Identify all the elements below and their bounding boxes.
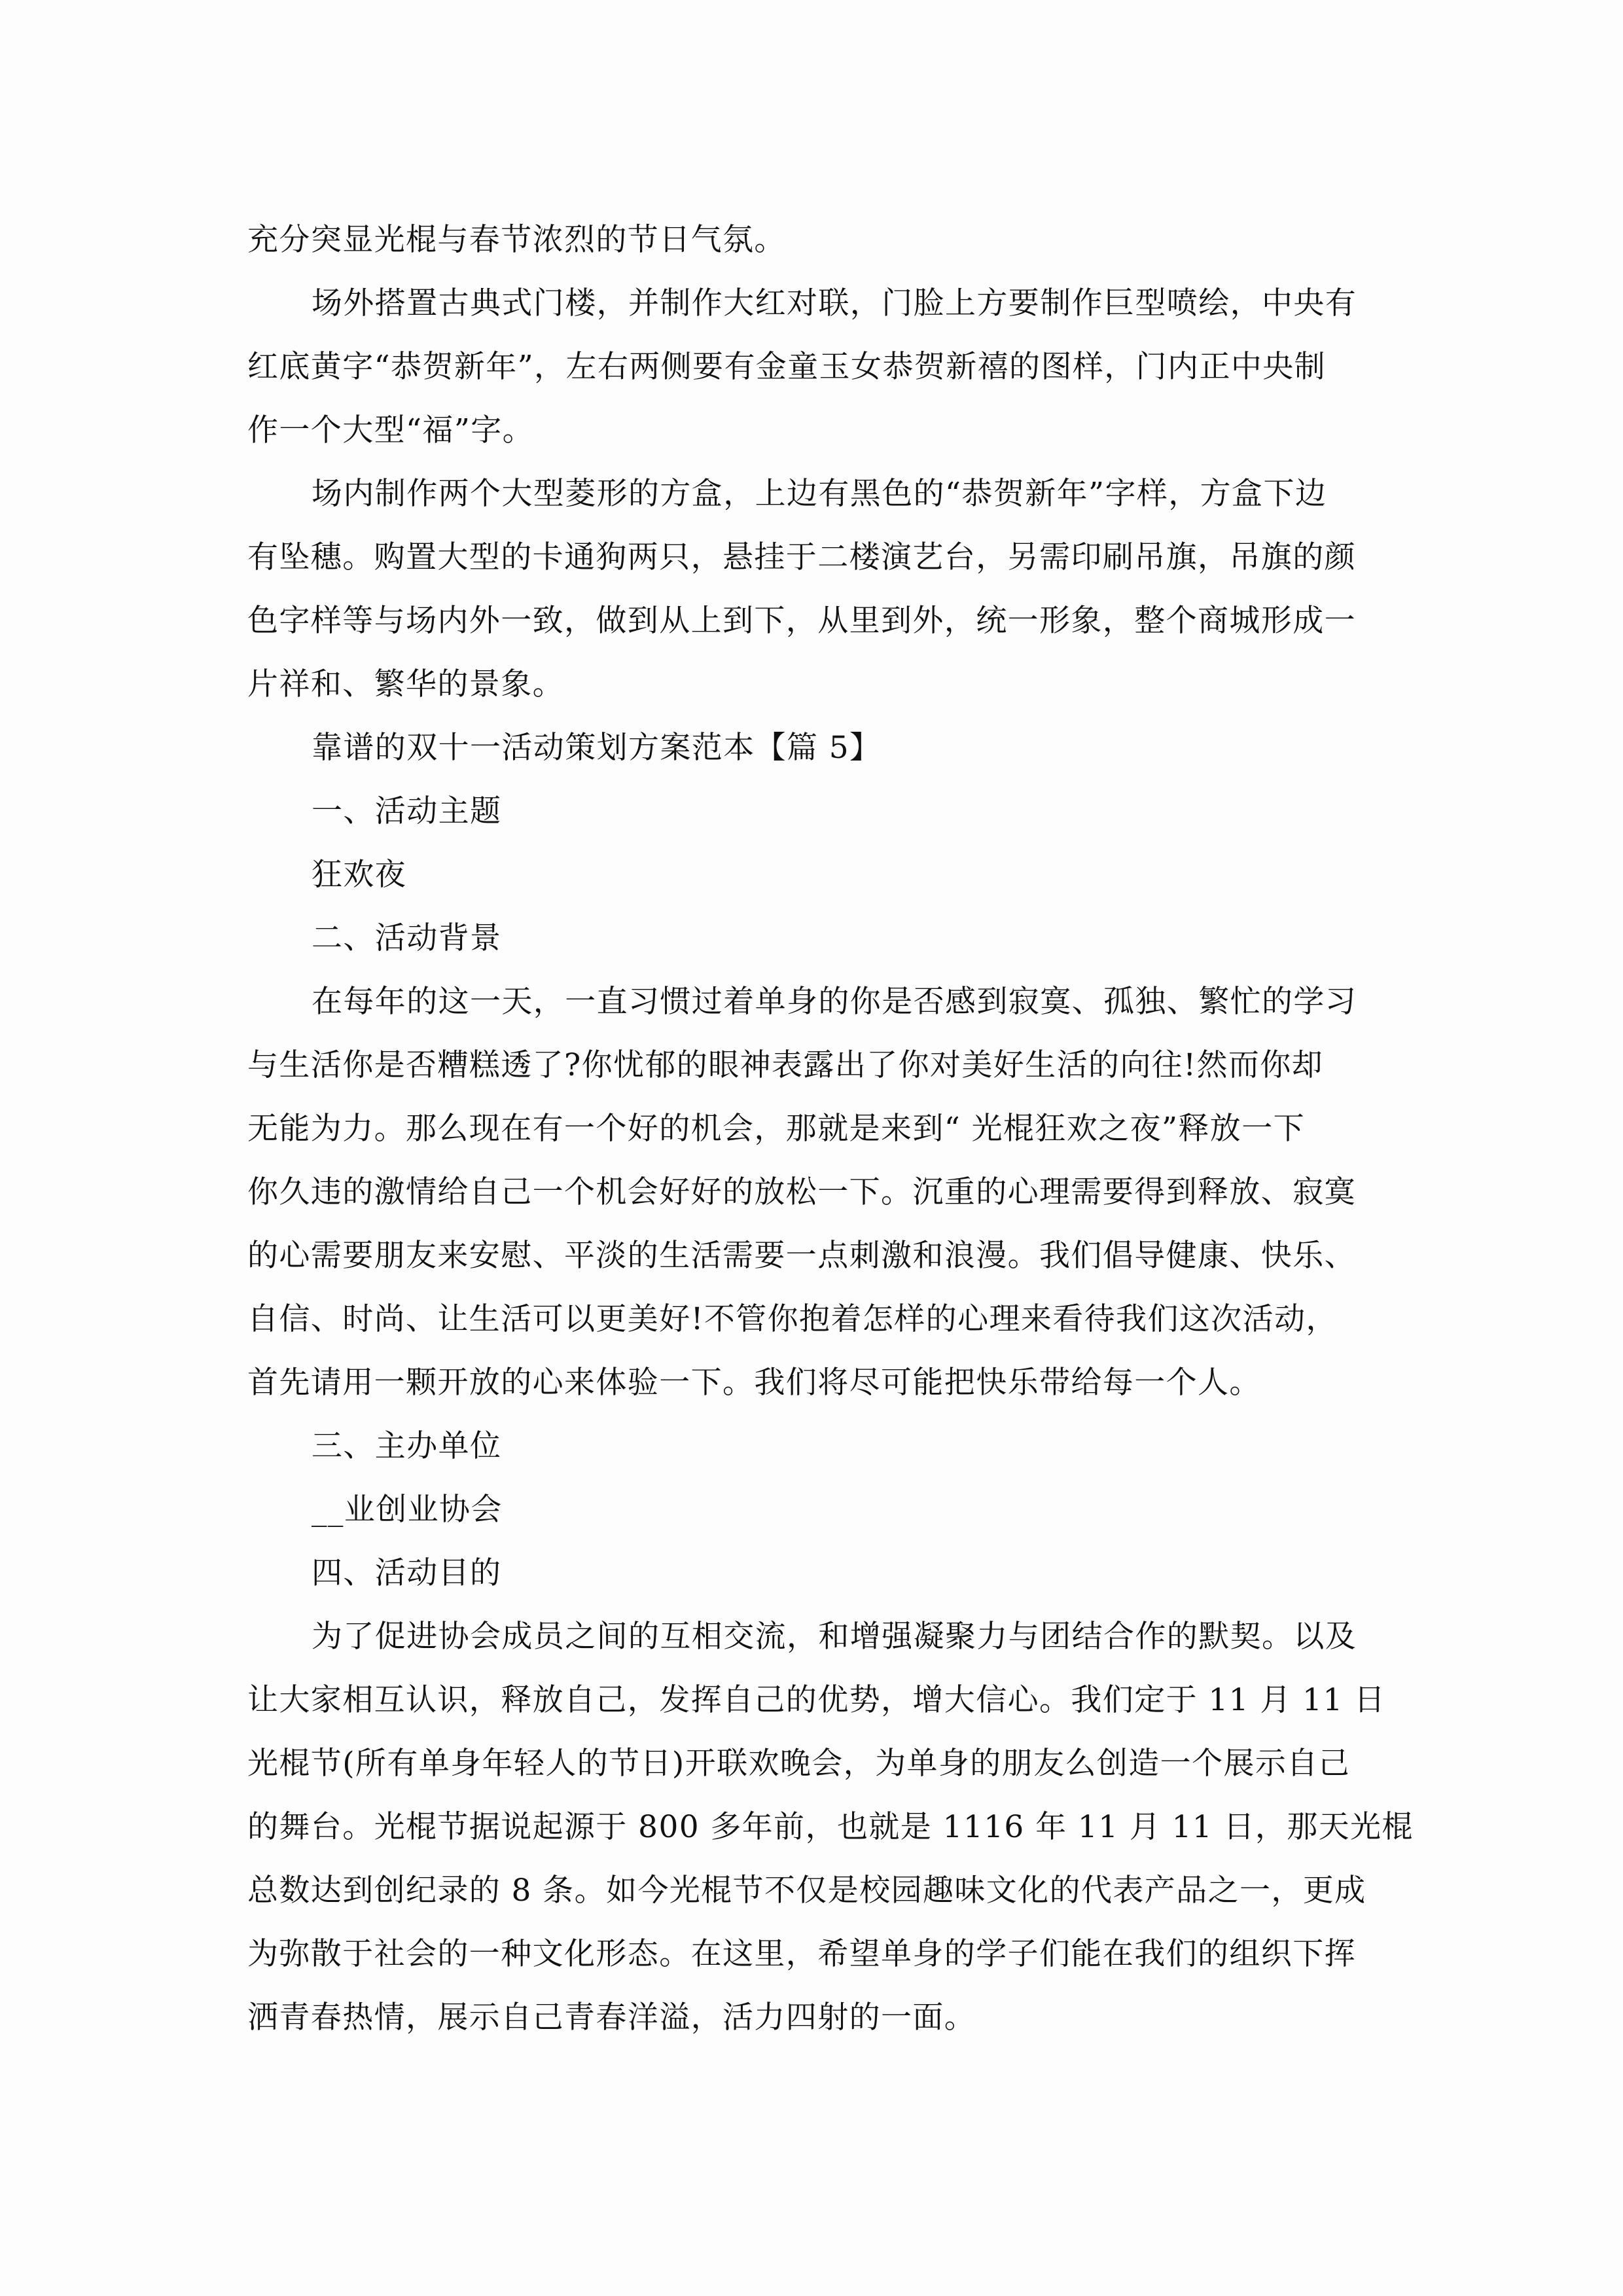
heading-activity-theme: 一、活动主题 (312, 793, 502, 829)
document-page (247, 208, 1414, 2049)
section-title: 靠谱的双十一活动策划方案范本【篇 5】 (312, 730, 882, 766)
activity-theme-value: 狂欢夜 (312, 857, 407, 893)
body-line: 作一个大型“福”字。 (247, 412, 535, 448)
body-line: 的舞台。光棍节据说起源于 800 多年前，也就是 1116 年 11 月 11 日，那天光棍 (247, 1809, 1414, 1845)
body-line: 首先请用一颗开放的心来体验一下。我们将尽可能把快乐带给每一个人。 (247, 1365, 1261, 1401)
paragraph-outdoor-decoration: 场外搭置古典式门楼，并制作大红对联，门脸上方要制作巨型喷绘，中央有 (312, 285, 1357, 321)
body-line: 的心需要朋友来安慰、平淡的生活需要一点刺激和浪漫。我们倡导健康、快乐、 (247, 1238, 1356, 1274)
body-line: 自信、时尚、让生活可以更美好!不管你抱着怎样的心理来看待我们这次活动， (247, 1301, 1338, 1337)
body-line: 光棍节(所有单身年轻人的节日)开联欢晚会，为单身的朋友么创造一个展示自己 (247, 1746, 1351, 1782)
heading-activity-background: 二、活动背景 (312, 920, 502, 956)
paragraph-background: 在每年的这一天，一直习惯过着单身的你是否感到寂寞、孤独、繁忙的学习 (312, 984, 1357, 1020)
body-line-continuation: 充分突显光棍与春节浓烈的节日气氛。 (247, 222, 786, 258)
body-line: 为弥散于社会的一种文化形态。在这里，希望单身的学子们能在我们的组织下挥 (247, 1936, 1356, 1972)
body-line: 有坠穗。购置大型的卡通狗两只，悬挂于二楼演艺台，另需印刷吊旗，吊旗的颜 (247, 539, 1356, 575)
body-line: 片祥和、繁华的景象。 (247, 666, 564, 702)
body-line: 色字样等与场内外一致，做到从上到下，从里到外，统一形象，整个商城形成一 (247, 603, 1356, 639)
body-line: 让大家相互认识，释放自己，发挥自己的优势，增大信心。我们定于 11 月 11 日 (247, 1682, 1386, 1718)
heading-organizer: 三、主办单位 (312, 1428, 502, 1464)
heading-activity-purpose: 四、活动目的 (312, 1555, 502, 1591)
body-line: 与生活你是否糟糕透了?你忧郁的眼神表露出了你对美好生活的向往!然而你却 (247, 1047, 1324, 1083)
body-line: 无能为力。那么现在有一个好的机会，那就是来到“ 光棍狂欢之夜”释放一下 (247, 1111, 1305, 1147)
body-line: 你久违的激情给自己一个机会好好的放松一下。沉重的心理需要得到释放、寂寞 (247, 1174, 1356, 1210)
body-line: 总数达到创纪录的 8 条。如今光棍节不仅是校园趣味文化的代表产品之一，更成 (247, 1873, 1366, 1909)
organizer-value: __业创业协会 (312, 1492, 503, 1528)
paragraph-purpose: 为了促进协会成员之间的互相交流，和增强凝聚力与团结合作的默契。以及 (312, 1619, 1357, 1655)
body-line: 洒青春热情，展示自己青春洋溢，活力四射的一面。 (247, 2000, 976, 2036)
paragraph-indoor-decoration: 场内制作两个大型菱形的方盒，上边有黑色的“恭贺新年”字样，方盒下边 (312, 476, 1327, 512)
body-line: 红底黄字“恭贺新年”，左右两侧要有金童玉女恭贺新禧的图样，门内正中央制 (247, 349, 1327, 385)
